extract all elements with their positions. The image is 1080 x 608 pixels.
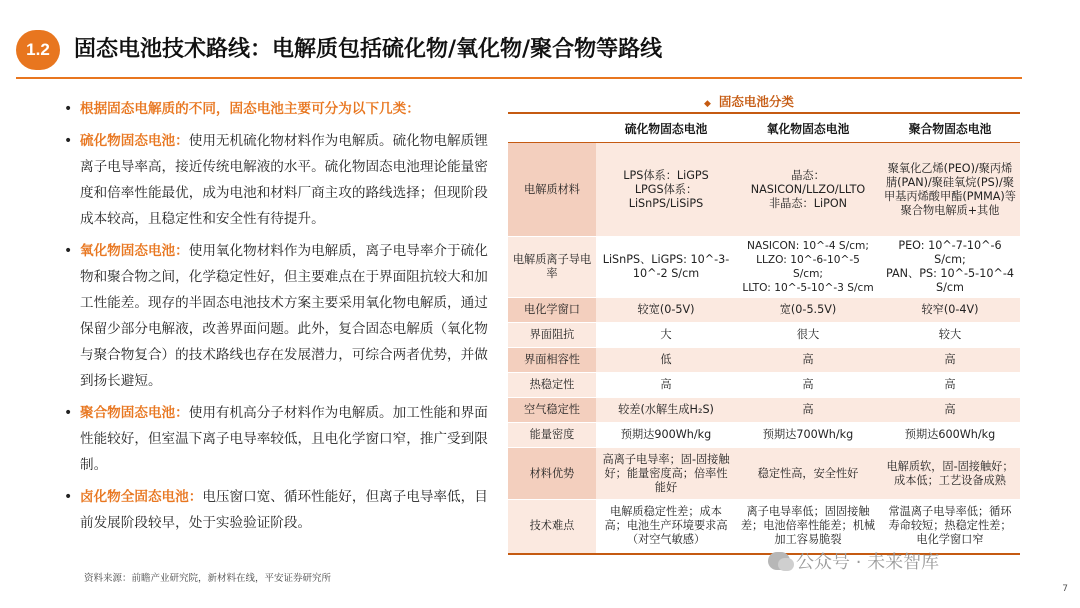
row-label: 电化学窗口 — [508, 298, 596, 323]
section-number-badge: 1.2 — [16, 30, 60, 70]
column-header: 硫化物固态电池 — [596, 113, 736, 143]
table-cell: 较差(水解生成H₂S) — [596, 398, 736, 423]
table-cell: 较窄(0-4V) — [880, 298, 1020, 323]
bullet-oxide — [64, 238, 498, 394]
table-cell: 宽(0-5.5V) — [736, 298, 880, 323]
table-cell: PEO: 10^-7-10^-6 S/cm; PAN、PS: 10^-5-10^-4 S/cm — [880, 237, 1020, 298]
bullet-polymer — [64, 400, 498, 478]
table-row — [508, 423, 1020, 448]
table-cell: LPS体系：LiGPS LPGS体系： LiSnPS/LiSiPS — [596, 143, 736, 237]
table-cell: 高 — [736, 373, 880, 398]
bullet-text: 使用有机高分子材料作为电解质。加工性能和界面性能较好，但室温下离子电导率较低，且电化学窗口窄，推广受到限制。 — [80, 405, 488, 473]
row-label: 材料优势 — [508, 448, 596, 500]
table-cell: 高 — [596, 373, 736, 398]
bullet-heading: 根据固态电解质的不同，固态电池主要可分为以下几类： — [80, 101, 420, 117]
table-row — [508, 348, 1020, 373]
bullet-list — [64, 96, 498, 542]
bullet-heading: 聚合物固态电池： — [80, 405, 189, 421]
bullet-intro — [64, 96, 498, 122]
table-cell: 常温离子电导率低；循环寿命较短；热稳定性差；电化学窗口窄 — [880, 500, 1020, 554]
table-cell: 高 — [736, 398, 880, 423]
row-label: 电解质离子导电率 — [508, 237, 596, 298]
bullet-heading: 氧化物固态电池： — [80, 243, 189, 259]
bullet-dot-icon: • — [64, 243, 73, 259]
column-header: 聚合物固态电池 — [880, 113, 1020, 143]
bullet-text: 使用氧化物材料作为电解质，离子电导率介于硫化物和聚合物之间，化学稳定性好，但主要难点在于界面阻抗较大和加工性能差。现存的半固态电池技术方案主要采用氧化物电解质，通过保留少部分电解液，改善界面问题。此外，复合固态电解质（氧化物与聚合物复合）的技术路线也存在发展潜力，可综合两者优势，并做到扬长避短。 — [80, 243, 488, 389]
classification-table — [508, 112, 1020, 555]
row-label: 电解质材料 — [508, 143, 596, 237]
bullet-heading: 卤化物全固态电池： — [80, 489, 203, 505]
bullet-halide — [64, 484, 498, 536]
watermark — [768, 548, 939, 574]
column-header — [508, 113, 596, 143]
table-cell: 预期达900Wh/kg — [596, 423, 736, 448]
diamond-icon: ◆ — [704, 99, 711, 109]
row-label: 界面相容性 — [508, 348, 596, 373]
source-note: 资料来源：前瞻产业研究院，新材料在线，平安证券研究所 — [84, 573, 332, 584]
wechat-icon — [768, 552, 790, 570]
table-cell: 预期达700Wh/kg — [736, 423, 880, 448]
table-cell: 高 — [736, 348, 880, 373]
bullet-dot-icon: • — [64, 133, 73, 149]
table-row — [508, 448, 1020, 500]
row-label: 技术难点 — [508, 500, 596, 554]
row-label: 空气稳定性 — [508, 398, 596, 423]
bullet-sulfide — [64, 128, 498, 232]
table-cell: 高 — [880, 373, 1020, 398]
bullet-dot-icon: • — [64, 405, 73, 421]
table-row — [508, 237, 1020, 298]
table-row — [508, 500, 1020, 554]
table-cell: 离子电导率低；固固接触差；电池倍率性能差；机械加工容易脆裂 — [736, 500, 880, 554]
page-number: 7 — [1062, 584, 1068, 594]
table-cell: 很大 — [736, 323, 880, 348]
table-cell: 聚氧化乙烯(PEO)/聚丙烯腈(PAN)/聚硅氧烷(PS)/聚甲基丙烯酸甲酯(PMMA)等聚合物电解质+其他 — [880, 143, 1020, 237]
table-title-text: 固态电池分类 — [718, 94, 794, 109]
watermark-text: 公众号 · 未来智库 — [796, 552, 940, 573]
column-header: 氧化物固态电池 — [736, 113, 880, 143]
table-cell: 较宽(0-5V) — [596, 298, 736, 323]
bullet-heading: 硫化物固态电池： — [80, 133, 189, 149]
row-label: 热稳定性 — [508, 373, 596, 398]
table-cell: 高离子电导率；固-固接触好；能量密度高；倍率性能好 — [596, 448, 736, 500]
table-cell: 高 — [880, 348, 1020, 373]
table-cell: 预期达600Wh/kg — [880, 423, 1020, 448]
table-row — [508, 143, 1020, 237]
table-title — [704, 92, 794, 110]
table-cell: 电解质稳定性差；成本高；电池生产环境要求高（对空气敏感） — [596, 500, 736, 554]
row-label: 能量密度 — [508, 423, 596, 448]
row-label: 界面阻抗 — [508, 323, 596, 348]
bullet-text: 电压窗口宽、循环性能好，但离子电导率低，目前发展阶段较早，处于实验验证阶段。 — [80, 489, 488, 531]
table-cell: LiSnPS、LiGPS: 10^-3-10^-2 S/cm — [596, 237, 736, 298]
table-cell: 稳定性高，安全性好 — [736, 448, 880, 500]
bullet-dot-icon: • — [64, 101, 73, 117]
table-cell: 大 — [596, 323, 736, 348]
table-cell: 晶态： NASICON/LLZO/LLTO 非晶态：LiPON — [736, 143, 880, 237]
table-cell: 电解质软，固-固接触好；成本低；工艺设备成熟 — [880, 448, 1020, 500]
table-row — [508, 323, 1020, 348]
page-title: 固态电池技术路线：电解质包括硫化物/氧化物/聚合物等路线 — [74, 37, 663, 62]
table-cell: 高 — [880, 398, 1020, 423]
table-cell: NASICON: 10^-4 S/cm; LLZO: 10^-6-10^-5 S/cm; LLTO: 10^-5-10^-3 S/cm — [736, 237, 880, 298]
bullet-text: 使用无机硫化物材料作为电解质。硫化物电解质锂离子电导率高，接近传统电解液的水平。硫化物固态电池理论能量密度和倍率性能最优，成为电池和材料厂商主攻的路线选择；但现阶段成本较高，且稳定性和安全性有待提升。 — [80, 133, 488, 227]
title-divider — [16, 77, 1022, 79]
table-header-row — [508, 113, 1020, 143]
table-row — [508, 373, 1020, 398]
bullet-dot-icon: • — [64, 489, 73, 505]
table-cell: 低 — [596, 348, 736, 373]
table-cell: 较大 — [880, 323, 1020, 348]
table-row — [508, 298, 1020, 323]
table-row — [508, 398, 1020, 423]
